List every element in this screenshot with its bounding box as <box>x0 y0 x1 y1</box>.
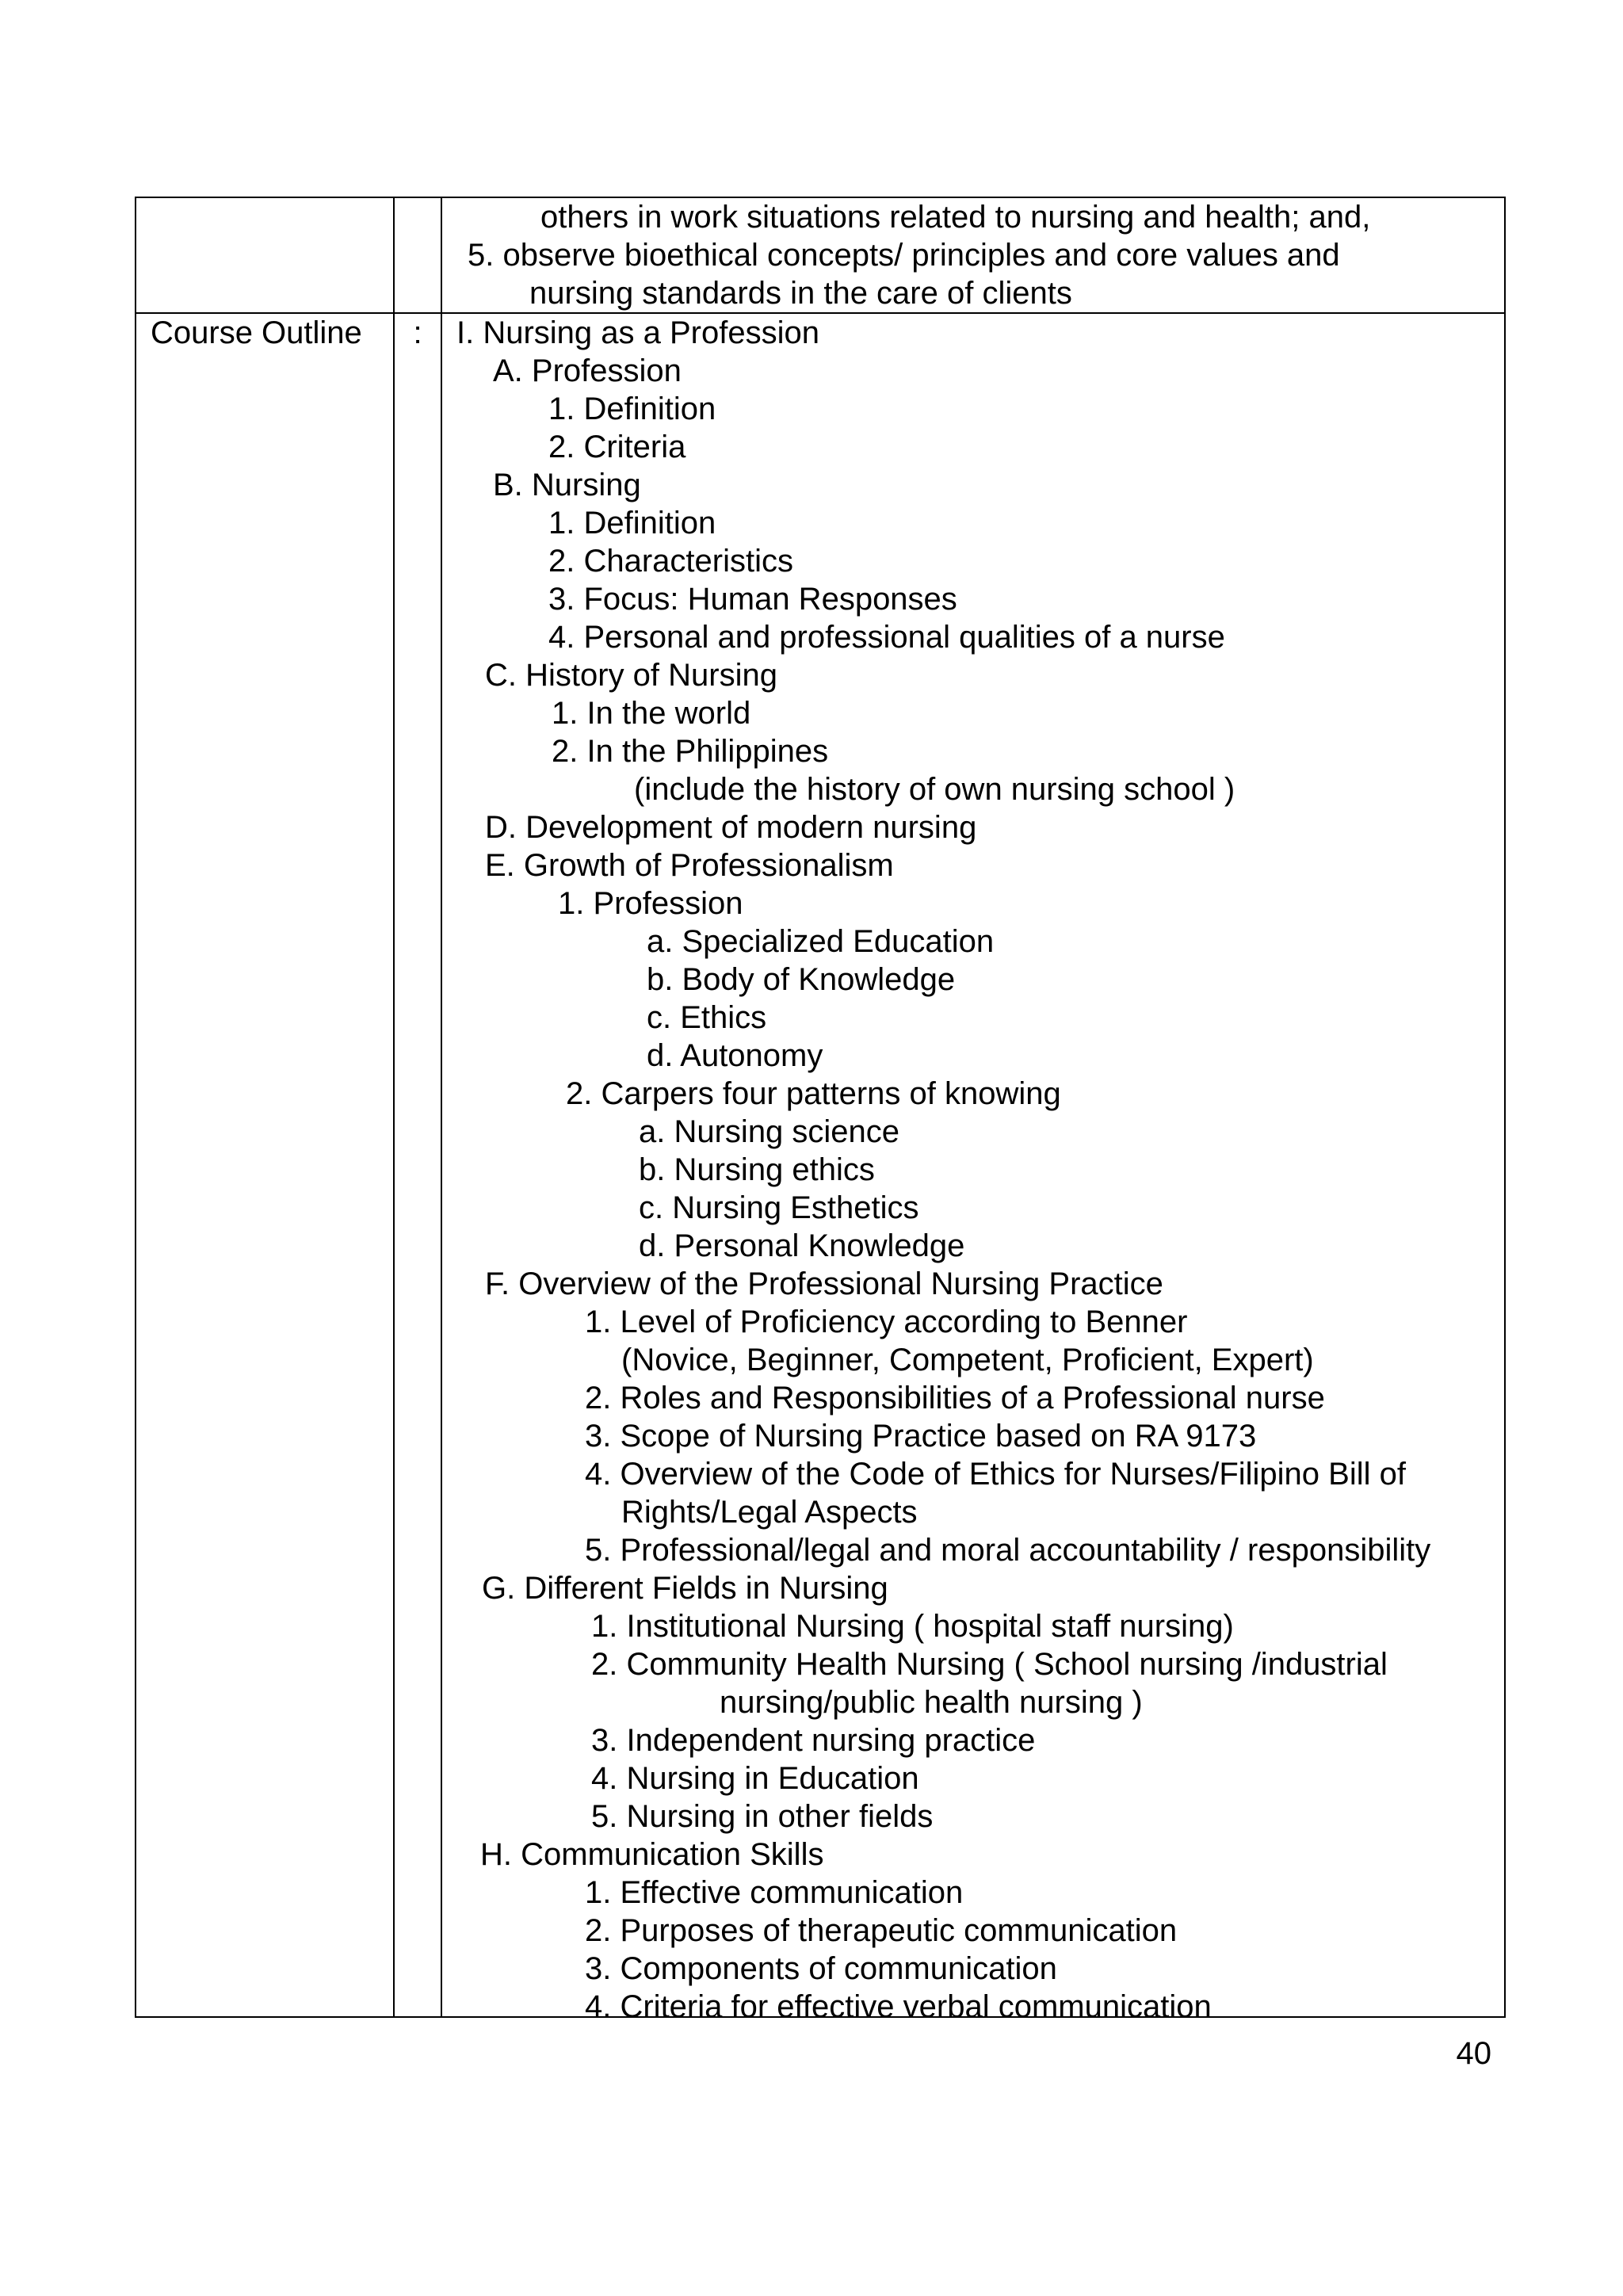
outline-item: nursing/public health nursing ) <box>720 1685 1143 1720</box>
outline-item: 1. Level of Proficiency according to Benner <box>585 1305 1188 1339</box>
outline-item: 1. Profession <box>558 886 743 921</box>
outline-item: 3. Independent nursing practice <box>591 1723 1036 1758</box>
outline-item: 5. Professional/legal and moral accountability / responsibility <box>585 1533 1431 1568</box>
outline-item: 3. Components of communication <box>585 1951 1057 1986</box>
outline-item: 2. Purposes of therapeutic communication <box>585 1913 1178 1948</box>
outline-item: (Novice, Beginner, Competent, Proficient, Expert) <box>621 1343 1314 1377</box>
outline-item: I. Nursing as a Profession <box>456 315 819 350</box>
outline-item: 1. Definition <box>548 506 716 541</box>
outline-item: a. Nursing science <box>639 1114 900 1149</box>
outline-item: F. Overview of the Professional Nursing Practice <box>485 1266 1163 1301</box>
outline-item: 4. Nursing in Education <box>591 1761 919 1796</box>
outline-item: c. Ethics <box>647 1000 767 1035</box>
continuation-content-cell <box>441 197 1505 313</box>
outline-item: 4. Personal and professional qualities of a nurse <box>548 620 1225 655</box>
outline-item: E. Growth of Professionalism <box>485 848 894 883</box>
outline-item: 3. Focus: Human Responses <box>548 582 957 617</box>
outline-item: d. Personal Knowledge <box>639 1228 965 1263</box>
outline-item: G. Different Fields in Nursing <box>482 1571 888 1606</box>
outline-item: 2. Criteria <box>548 430 686 464</box>
outline-item: 5. Nursing in other fields <box>591 1799 934 1834</box>
outline-item: d. Autonomy <box>647 1038 823 1073</box>
outline-item: b. Nursing ethics <box>639 1152 875 1187</box>
outline-item: b. Body of Knowledge <box>647 962 956 997</box>
objective-line: 5. observe bioethical concepts/ principles and core values and <box>468 238 1340 273</box>
outline-item: 1. Definition <box>548 392 716 426</box>
outline-item: 2. Roles and Responsibilities of a Professional nurse <box>585 1381 1325 1415</box>
outline-item: c. Nursing Esthetics <box>639 1190 919 1225</box>
outline-item: (include the history of own nursing school ) <box>634 772 1235 807</box>
outline-item: 1. Institutional Nursing ( hospital staff nursing) <box>591 1609 1234 1644</box>
outline-item: H. Communication Skills <box>480 1837 824 1872</box>
outline-item: a. Specialized Education <box>647 924 995 959</box>
outline-item: B. Nursing <box>493 468 641 502</box>
continuation-label-cell <box>136 197 394 313</box>
outline-item: 4. Criteria for effective verbal communication <box>585 1989 1212 2024</box>
objective-line: nursing standards in the care of clients <box>529 276 1072 311</box>
course-outline-content-cell <box>441 313 1505 2024</box>
outline-item: D. Development of modern nursing <box>485 810 977 845</box>
outline-item: 3. Scope of Nursing Practice based on RA 9173 <box>585 1419 1257 1454</box>
outline-item: 2. Carpers four patterns of knowing <box>566 1076 1061 1111</box>
outline-item: 1. Effective communication <box>585 1875 964 1910</box>
page-number: 40 <box>1456 2036 1491 2071</box>
label-separator: : <box>394 313 441 2017</box>
course-outline-label: Course Outline <box>136 313 394 2017</box>
outline-item: 1. In the world <box>552 696 751 731</box>
outline-item: A. Profession <box>493 353 682 388</box>
outline-item: 2. In the Philippines <box>552 734 829 769</box>
outline-item: 2. Characteristics <box>548 544 793 579</box>
continuation-content <box>442 198 1504 312</box>
outline-item: 2. Community Health Nursing ( School nursing /industrial <box>591 1647 1388 1682</box>
outline-item: 4. Overview of the Code of Ethics for Nurses/Filipino Bill of <box>585 1457 1406 1492</box>
continuation-row <box>136 197 1505 313</box>
objective-line: others in work situations related to nursing and health; and, <box>540 200 1371 235</box>
outline-item: C. History of Nursing <box>485 658 777 693</box>
outline-item: Rights/Legal Aspects <box>621 1495 918 1530</box>
course-outline-list <box>442 314 1504 2024</box>
continuation-separator-cell <box>394 197 441 313</box>
syllabus-table <box>135 197 1506 2024</box>
course-outline-row <box>136 313 1505 2017</box>
